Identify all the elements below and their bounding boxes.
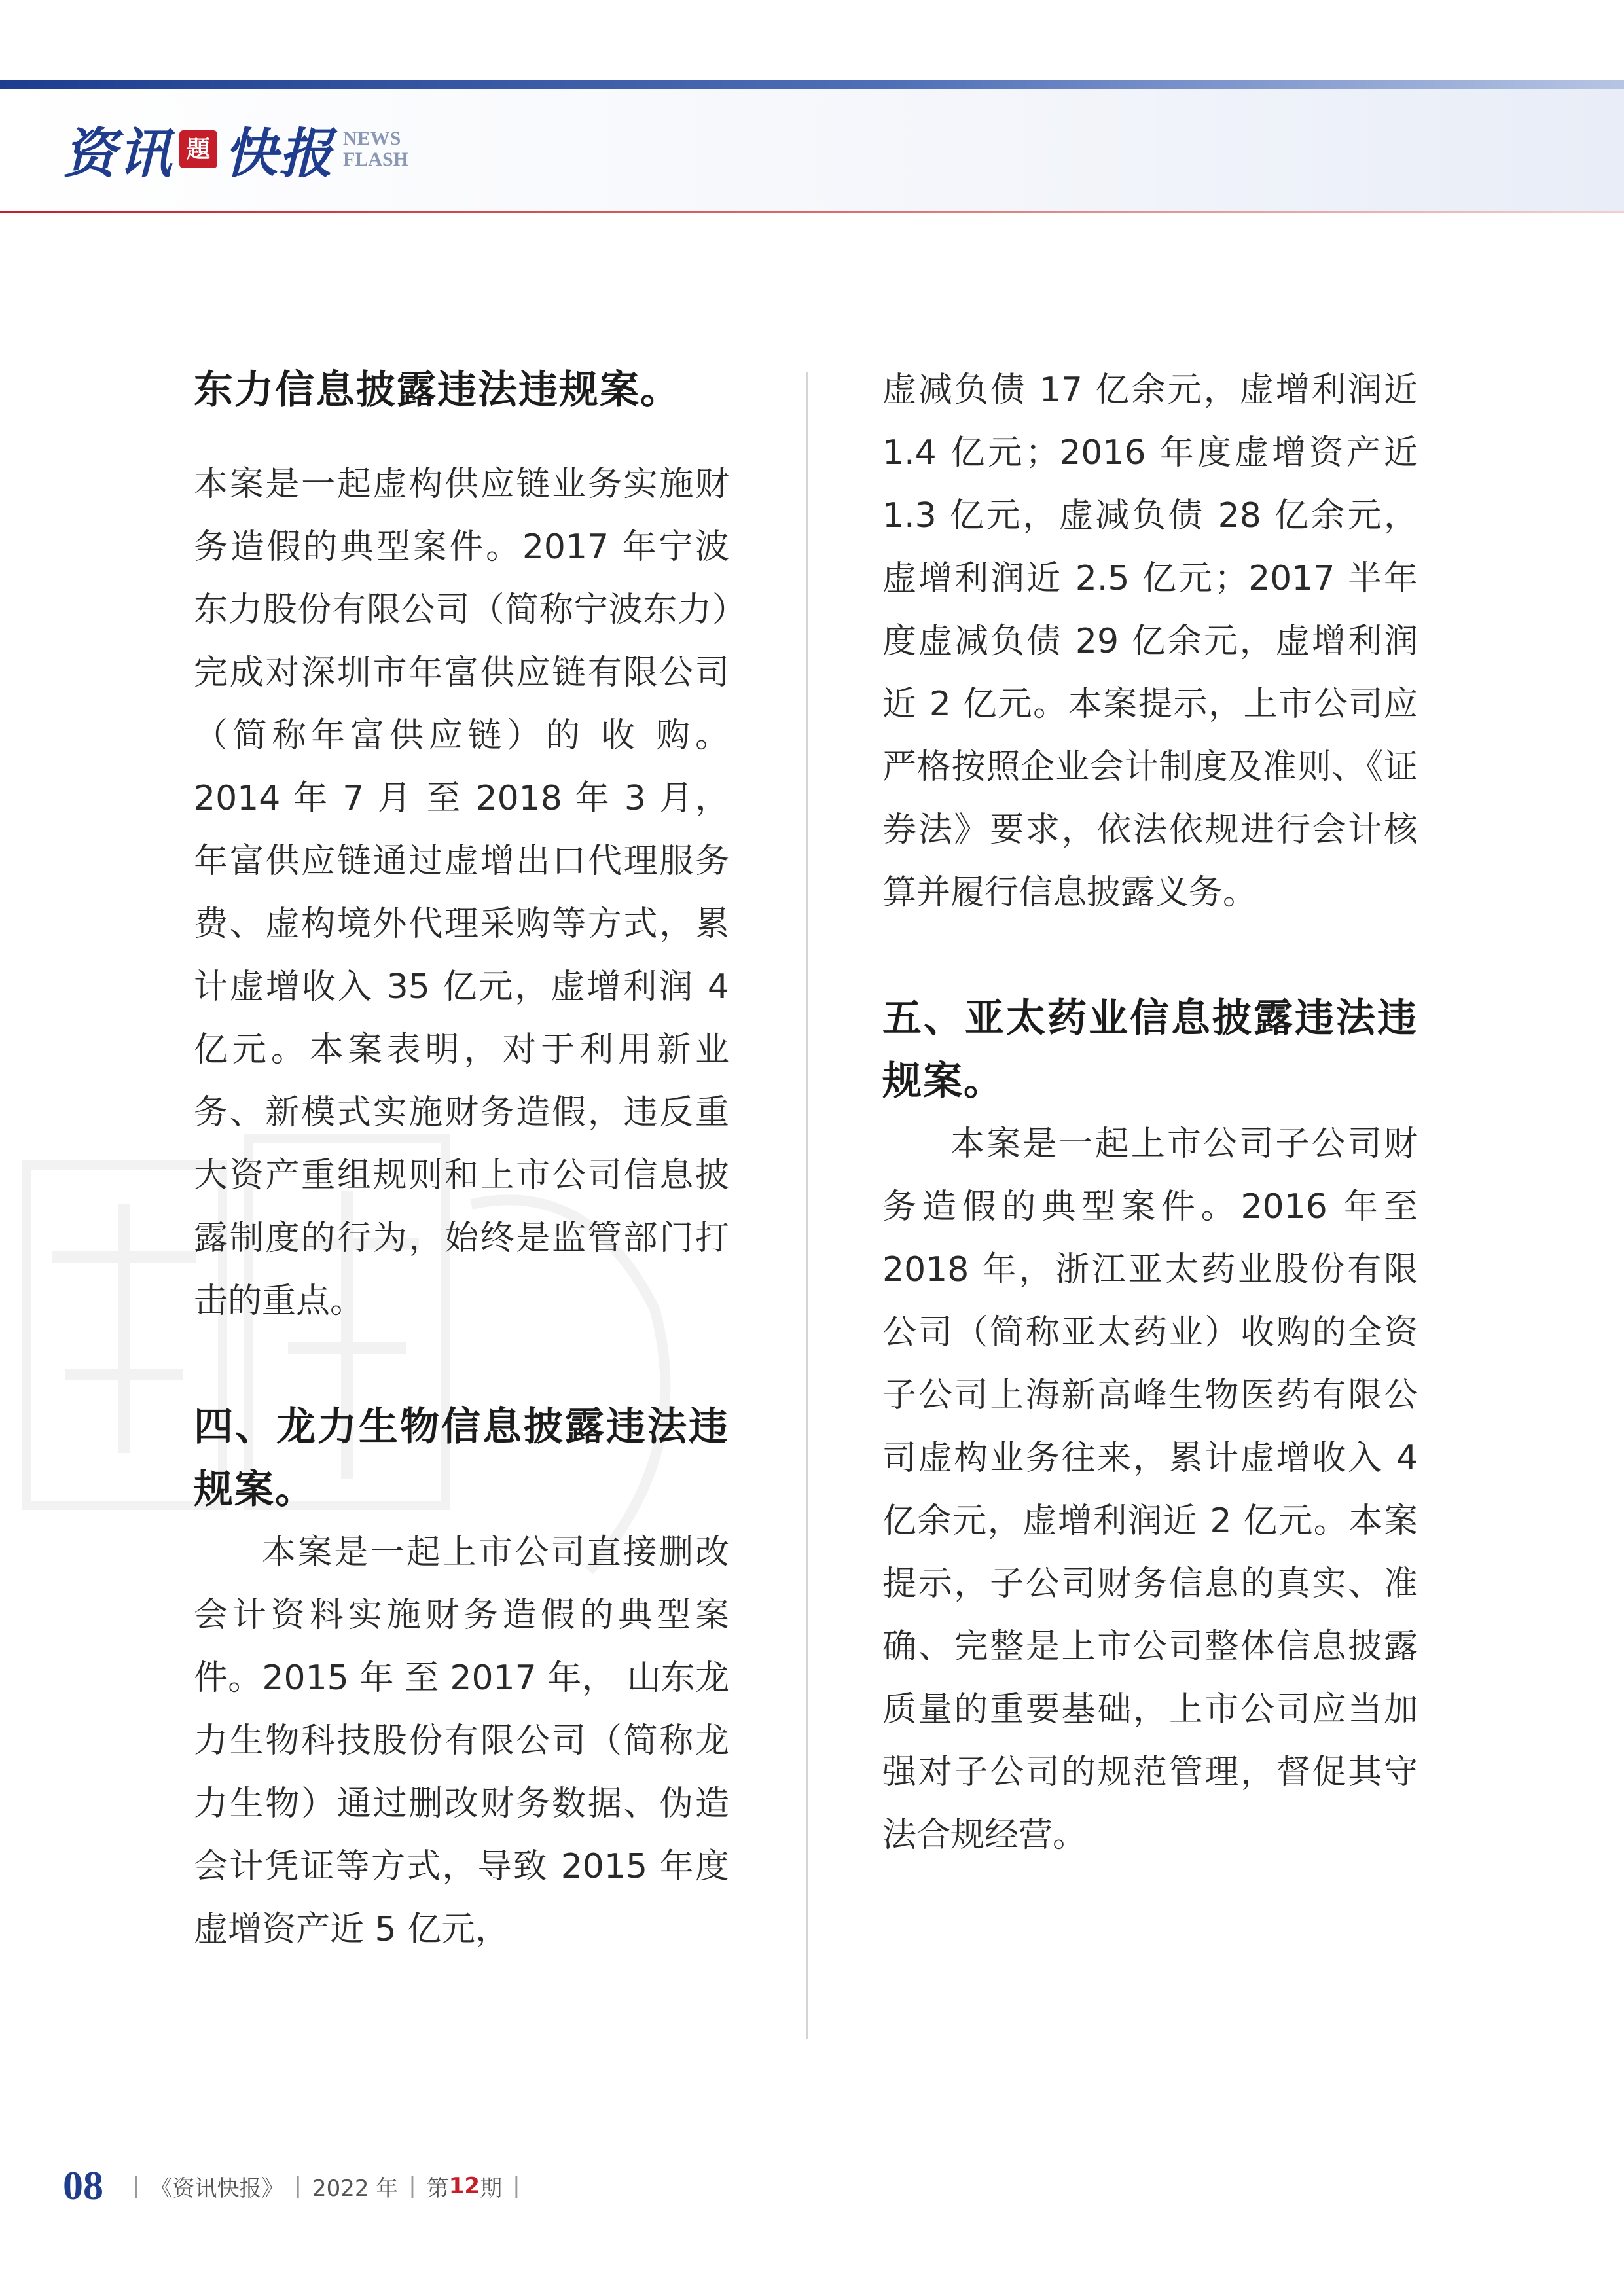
right-column (882, 359, 1418, 1867)
page-number: 08 (63, 2163, 103, 2208)
section-5-heading: 五、亚太药业信息披露违法违规案。 (882, 996, 1418, 1104)
left-column (194, 359, 729, 1961)
masthead-title-part1: 资讯 (63, 122, 173, 185)
right-paragraph-2: 本案是一起上市公司子公司财务造假的典型案件。2016 年至 2018 年，浙江亚太药业股份有限公司（简称亚太药业）收购的全资子公司上海新高峰生物医药有限公司虚构业务往来，累计虚增收入 4 亿余元，虚增利润近 2 亿元。本案提示，子公司财务信息的真实、准确、完整是上市公司整体信息披露质量的重要基础，上市公司应当加强对子公司的规范管理，督促其守法合规经营。 (882, 1124, 1418, 1855)
header-top-bar (0, 80, 1624, 89)
column-divider (806, 372, 808, 2039)
masthead-english (343, 128, 408, 170)
footer-separator: | (132, 2173, 140, 2199)
footer-year: 2022 年 (312, 2175, 399, 2202)
footer-separator: | (408, 2173, 416, 2199)
right-paragraph-1: 虚减负债 17 亿余元，虚增利润近 1.4 亿元；2016 年度虚增资产近 1.3 亿元，虚减负债 28 亿余元，虚增利润近 2.5 亿元；2017 半年度虚减负债 29 亿余元，虚增利润近 2 亿元。本案提示，上市公司应严格按照企业会计制度及准则、《证券法》要求，依法依规进行会计核算并履行信息披露义务。 (882, 370, 1418, 912)
masthead-logo (63, 110, 408, 188)
left-column-heading: 东力信息披露违法违规案。 (194, 367, 681, 413)
masthead-en-line1: NEWS (343, 128, 401, 149)
left-paragraph-2: 本案是一起上市公司直接删改会计资料实施财务造假的典型案 件。2015 年 至 2017 年， 山东龙力生物科技股份有限公司（简称龙力生物）通过删改财务数据、伪造会计凭证等方式，导致 2015 年度虚增资产近 5 亿元， (194, 1533, 729, 1949)
masthead-seal-icon: 題 (179, 130, 217, 168)
masthead-en-line2: FLASH (343, 149, 409, 170)
header-red-line (0, 211, 1624, 213)
footer-separator: | (294, 2173, 302, 2199)
left-paragraph-1: 本案是一起虚构供应链业务实施财务造假的典型案件。2017 年宁波东力股份有限公司（简称宁波东力）完成对深圳市年富供应链有限公司（简称年富供应链）的 收 购。2014 年 7 月 至 2018 年 3 月，年富供应链通过虚增出口代理服务费、虚构境外代理采购等方式，累计虚增收入 35 亿元，虚增利润 4 亿元。本案表明，对于利用新业务、新模式实施财务造假，违反重大资产重组规则和上市公司信息披露制度的行为，始终是监管部门打击的重点。 (194, 465, 729, 1321)
footer-separator: | (513, 2173, 520, 2199)
section-4-heading: 四、龙力生物信息披露违法违规案。 (194, 1404, 729, 1513)
footer-issue-suffix: 期 (480, 2175, 503, 2202)
footer-publication: 《资讯快报》 (150, 2175, 284, 2202)
footer-issue-number: 12 (448, 2173, 480, 2199)
masthead-title-part2: 快报 (224, 122, 334, 185)
footer-issue-prefix: 第 (426, 2175, 449, 2202)
page-footer (63, 2160, 531, 2212)
